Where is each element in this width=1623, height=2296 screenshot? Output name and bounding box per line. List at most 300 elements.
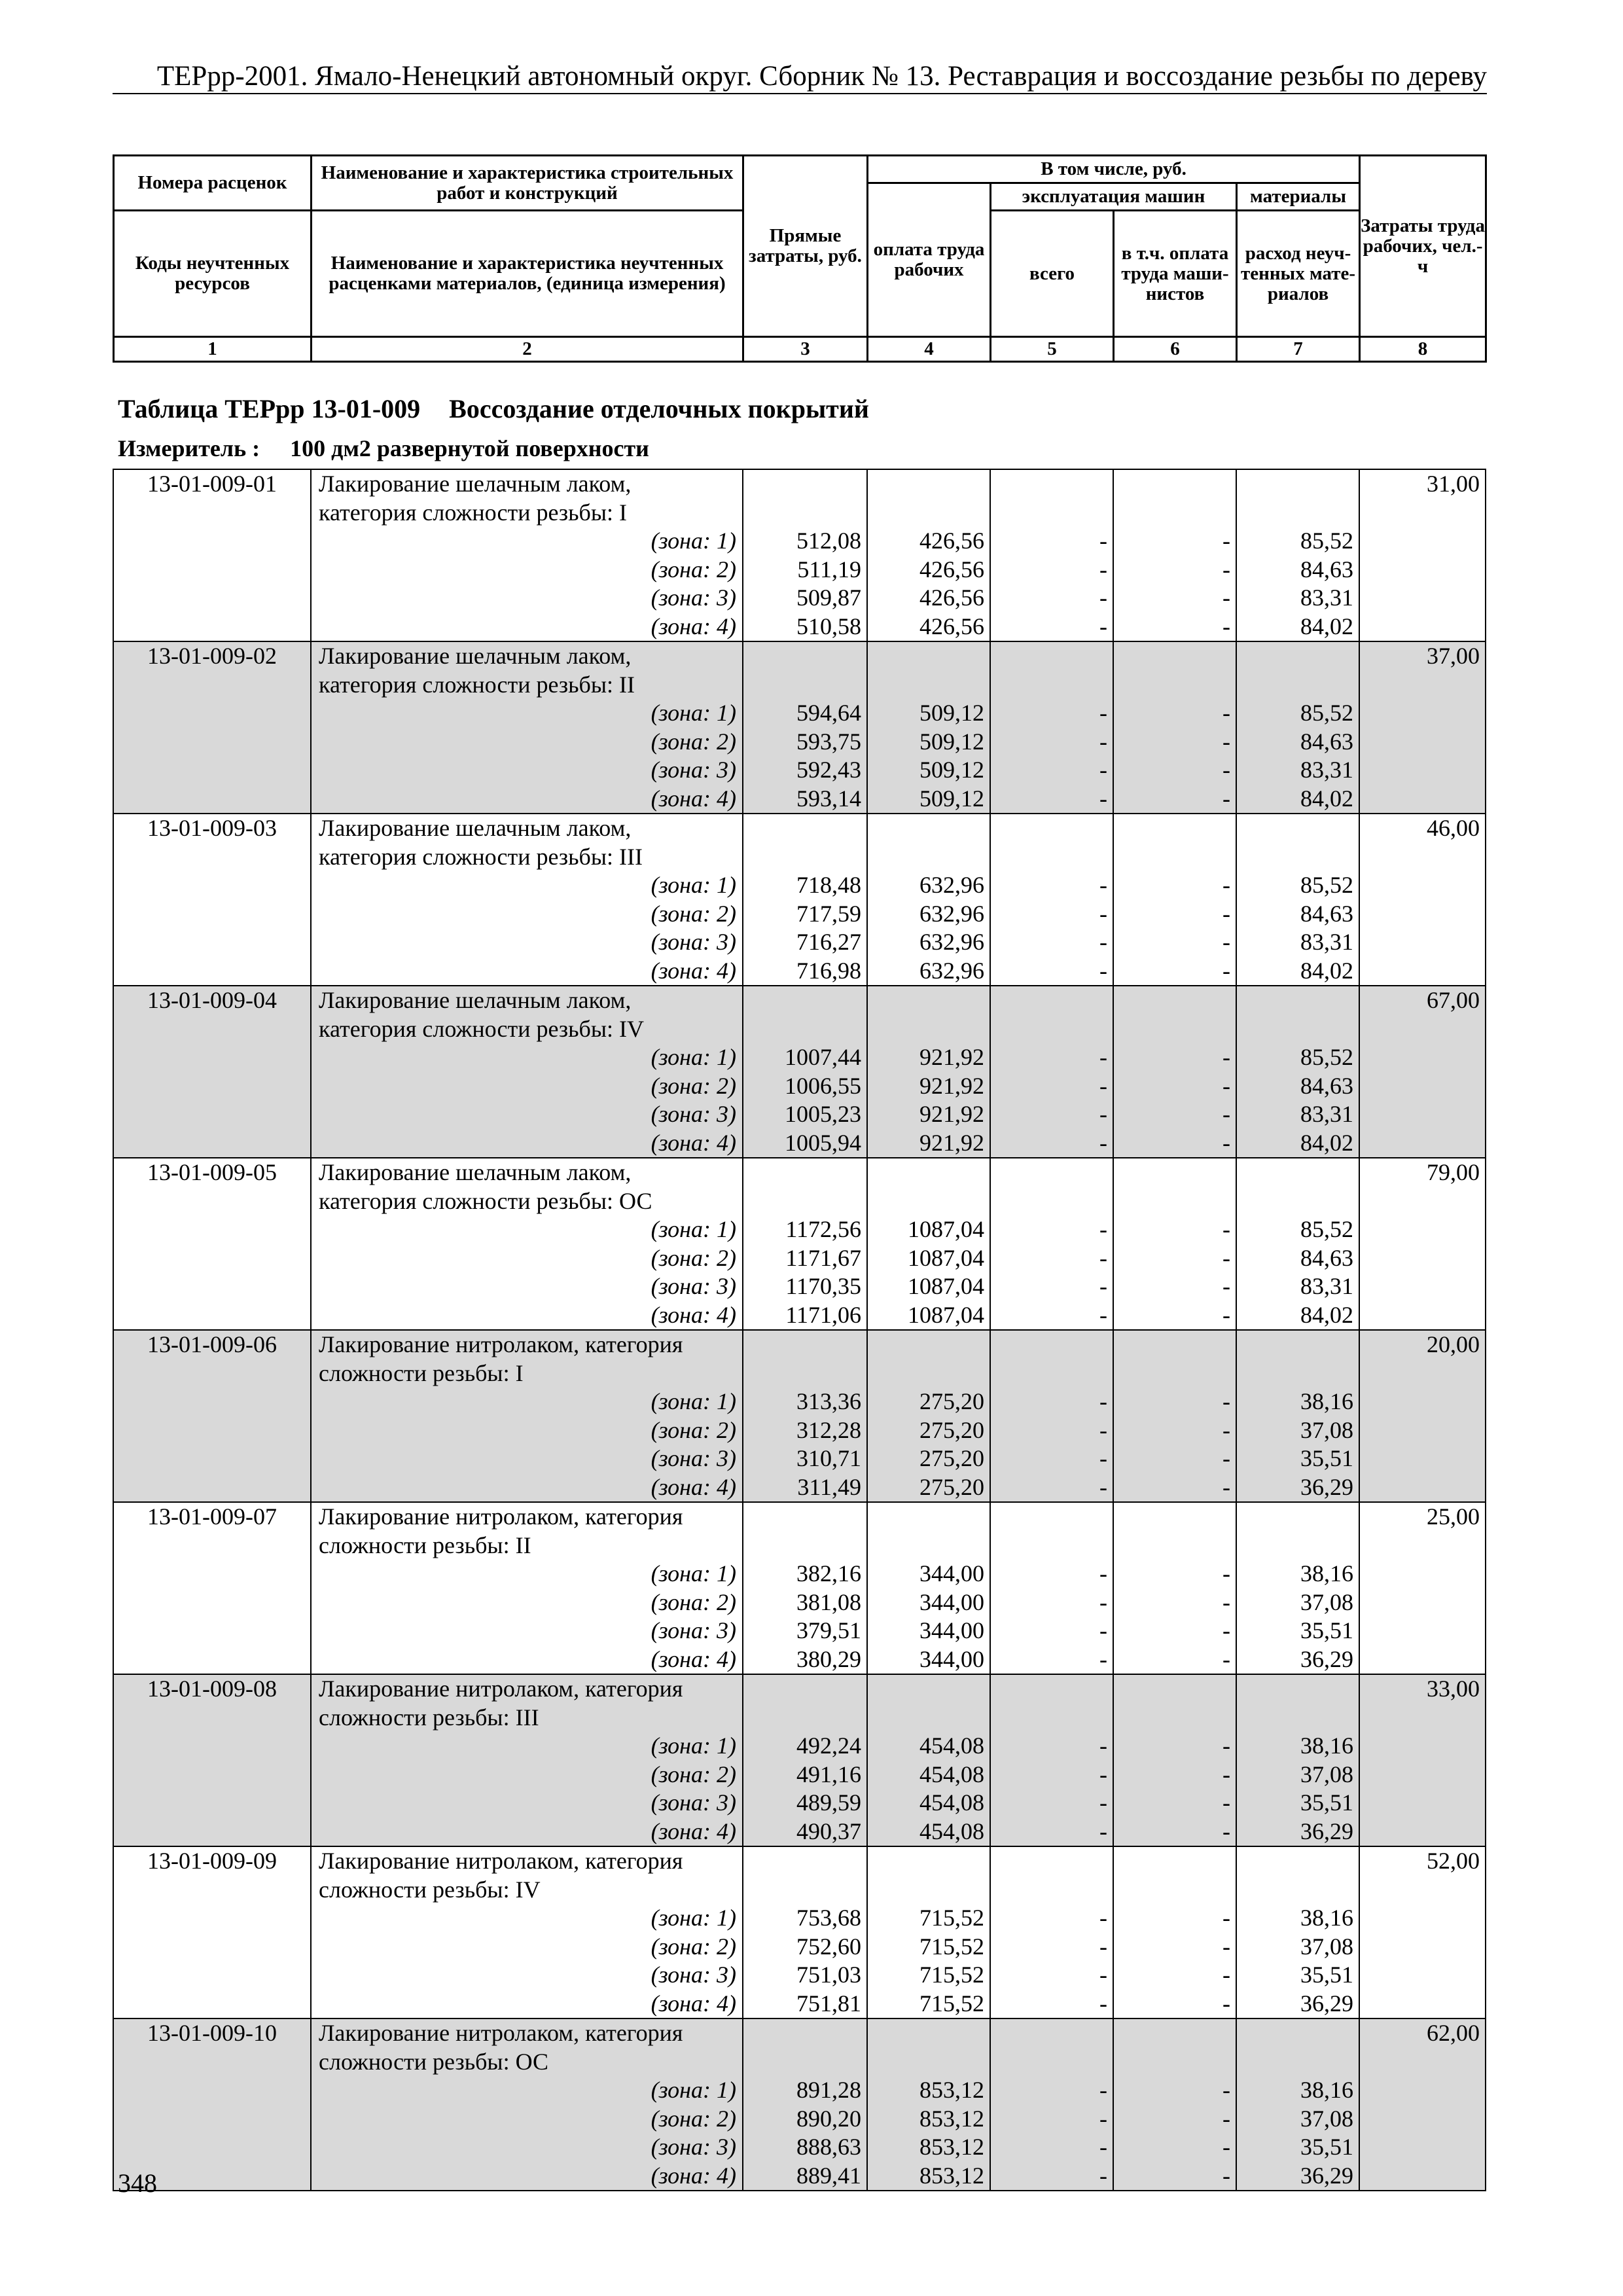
rate-name-line: Лакирование шелачным лаком, [319,643,632,669]
labor-pay: 853,12 [919,2105,984,2132]
machines-total: - [1099,2134,1107,2160]
machines-total: - [1099,1445,1107,1471]
rate-code-cell [113,469,311,641]
machines-total-cell [990,1674,1113,1846]
machines-total: - [1099,1388,1107,1414]
zone-label: (зона: 2) [651,1244,736,1271]
labor-pay: 715,52 [919,1990,984,2017]
direct-cost: 1170,35 [785,1273,861,1299]
blank-line [991,814,1107,843]
blank-line [991,1532,1107,1560]
machinist-pay: - [1222,1617,1230,1643]
materials-cost: 84,63 [1300,728,1353,755]
machines-total-cell [990,986,1113,1158]
direct-cost: 310,71 [796,1445,861,1471]
zone-label: (зона: 2) [651,1761,736,1787]
materials-cost-cell [1236,1158,1359,1330]
rate-code: 13-01-009-03 [147,815,277,841]
blank-line [1114,843,1230,872]
machines-total: - [1099,2105,1107,2132]
machinist-pay: - [1222,1732,1230,1759]
machines-total: - [1099,1990,1107,2017]
blank-line [868,1876,984,1905]
blank-line [991,642,1107,671]
labor-pay: 454,08 [919,1789,984,1816]
machines-total: - [1099,1933,1107,1960]
blank-line [1237,1503,1353,1532]
blank-line [743,814,861,843]
zone-label: (зона: 3) [651,1445,736,1471]
direct-cost-cell [743,1846,867,2018]
machines-total: - [1099,700,1107,726]
zone-label: (зона: 4) [651,1129,736,1156]
blank-line [743,1532,861,1560]
column-header-table [113,154,1487,363]
rate-name-cell [311,1330,743,1502]
machinist-pay: - [1222,1761,1230,1787]
machinist-pay: - [1222,1416,1230,1443]
blank-line [1114,1532,1230,1560]
blank-line [1237,642,1353,671]
labor-pay-cell [867,1330,990,1502]
blank-line [1114,499,1230,528]
column-number: 8 [1360,337,1486,362]
blank-line [743,1704,861,1732]
blank-line [743,1015,861,1044]
materials-cost-cell [1236,469,1359,641]
blank-line [991,1158,1107,1187]
machinist-pay: - [1222,757,1230,783]
blank-line [868,470,984,499]
zone-label: (зона: 1) [651,1905,736,1931]
machines-total-cell [990,641,1113,814]
rate-code: 13-01-009-08 [147,1676,277,1702]
zone-label: (зона: 3) [651,1101,736,1127]
blank-line [743,1331,861,1359]
machinist-pay-cell [1113,814,1236,986]
labor-cost: 31,00 [1427,471,1480,497]
direct-cost: 891,28 [796,2077,861,2103]
machinist-pay: - [1222,1301,1230,1328]
machines-total: - [1099,900,1107,927]
machinist-pay-cell [1113,1674,1236,1846]
machinist-pay: - [1222,1645,1230,1672]
direct-cost: 1171,06 [785,1301,861,1328]
header-codes-top: Номера расценок [114,156,312,211]
materials-cost: 85,52 [1300,872,1353,898]
labor-pay-cell [867,2018,990,2191]
rate-name-line: Лакирование шелачным лаком, [319,815,632,841]
rate-name-line: Лакирование нитролаком, категория [319,2020,683,2046]
blank-line [1237,2048,1353,2077]
zone-label: (зона: 2) [651,728,736,755]
zone-label: (зона: 3) [651,584,736,611]
direct-cost: 379,51 [796,1617,861,1643]
machines-total: - [1099,1072,1107,1099]
zone-label: (зона: 2) [651,1072,736,1099]
materials-cost: 85,52 [1300,528,1353,554]
zone-label: (зона: 1) [651,528,736,554]
zone-label: (зона: 3) [651,1273,736,1299]
rate-name-cell [311,1502,743,1674]
machines-total-cell [990,1502,1113,1674]
blank-line [868,1503,984,1532]
blank-line [743,2048,861,2077]
blank-line [991,671,1107,700]
materials-cost-cell [1236,814,1359,986]
machinist-pay: - [1222,900,1230,927]
direct-cost: 717,59 [796,900,861,927]
blank-line [1237,1158,1353,1187]
blank-line [868,499,984,528]
direct-cost: 512,08 [796,528,861,554]
materials-cost: 84,02 [1300,785,1353,812]
table-label: Таблица ТЕРрр 13-01-009 [118,394,421,423]
blank-line [991,1015,1107,1044]
direct-cost: 592,43 [796,757,861,783]
machines-total: - [1099,757,1107,783]
labor-cost-cell [1359,986,1486,1158]
blank-line [1114,1187,1230,1216]
measure-label: Измеритель : [118,435,260,461]
labor-pay: 426,56 [919,528,984,554]
materials-cost: 83,31 [1300,757,1353,783]
materials-cost: 84,02 [1300,1301,1353,1328]
materials-cost: 38,16 [1300,1560,1353,1587]
blank-line [868,2019,984,2048]
rate-name-line: категория сложности резьбы: IV [319,1015,645,1042]
machinist-pay: - [1222,556,1230,583]
materials-cost: 85,52 [1300,1216,1353,1242]
machines-total: - [1099,1129,1107,1156]
rate-name-line: Лакирование шелачным лаком, [319,471,632,497]
blank-line [868,2048,984,2077]
machinist-pay: - [1222,785,1230,812]
machines-total: - [1099,1301,1107,1328]
blank-line [991,1503,1107,1532]
labor-pay-cell [867,1502,990,1674]
labor-pay: 344,00 [919,1645,984,1672]
zone-label: (зона: 4) [651,1301,736,1328]
rate-name-line: категория сложности резьбы: III [319,843,643,870]
rate-name-cell [311,814,743,986]
machinist-pay: - [1222,1388,1230,1414]
labor-pay: 509,12 [919,728,984,755]
direct-cost: 381,08 [796,1588,861,1615]
direct-cost: 888,63 [796,2134,861,2160]
labor-pay-cell [867,1158,990,1330]
machinist-pay: - [1222,957,1230,984]
rate-name-cell [311,2018,743,2191]
blank-line [868,1015,984,1044]
direct-cost: 753,68 [796,1905,861,1931]
zone-label: (зона: 4) [651,785,736,812]
labor-cost-cell [1359,1330,1486,1502]
machines-total-cell [990,1846,1113,2018]
blank-line [991,470,1107,499]
blank-line [1237,1331,1353,1359]
machinist-pay-cell [1113,469,1236,641]
machinist-pay: - [1222,584,1230,611]
blank-line [743,1158,861,1187]
rate-code-cell [113,1846,311,2018]
machines-total: - [1099,929,1107,955]
machines-total: - [1099,1645,1107,1672]
direct-cost: 1005,23 [785,1101,861,1127]
machines-total: - [1099,2162,1107,2189]
blank-line [1237,814,1353,843]
table-row [113,1674,1486,1846]
table-row [113,1846,1486,2018]
rate-code: 13-01-009-09 [147,1848,277,1874]
machines-total: - [1099,728,1107,755]
zone-label: (зона: 1) [651,1388,736,1414]
blank-line [1114,671,1230,700]
blank-line [743,1359,861,1388]
blank-line [1237,1532,1353,1560]
blank-line [868,1359,984,1388]
machines-total: - [1099,1244,1107,1271]
materials-cost: 36,29 [1300,1645,1353,1672]
direct-cost-cell [743,469,867,641]
blank-line [991,499,1107,528]
labor-cost-cell [1359,814,1486,986]
zone-label: (зона: 4) [651,1645,736,1672]
machinist-pay: - [1222,2105,1230,2132]
materials-cost-cell [1236,1330,1359,1502]
direct-cost: 491,16 [796,1761,861,1787]
machines-total-cell [990,1330,1113,1502]
blank-line [868,1675,984,1704]
rate-code-cell [113,1330,311,1502]
materials-cost: 35,51 [1300,2134,1353,2160]
machines-total: - [1099,1818,1107,1844]
machinist-pay-cell [1113,2018,1236,2191]
labor-cost: 46,00 [1427,815,1480,841]
machinist-pay-cell [1113,1330,1236,1502]
labor-cost: 67,00 [1427,987,1480,1013]
direct-cost-cell [743,2018,867,2191]
rate-name-line: сложности резьбы: II [319,1532,531,1558]
blank-line [868,1532,984,1560]
running-head: ТЕРрр-2001. Ямало-Ненецкий автономный округ. Сборник № 13. Реставрация и воссоздание резьбы по дереву [156,61,1487,92]
blank-line [1114,1158,1230,1187]
blank-line [868,671,984,700]
materials-cost: 84,63 [1300,556,1353,583]
zone-label: (зона: 3) [651,1617,736,1643]
column-number: 1 [114,337,312,362]
machinist-pay: - [1222,1473,1230,1500]
labor-pay: 1087,04 [908,1301,984,1328]
rate-name-line: сложности резьбы: IV [319,1876,541,1903]
zone-label: (зона: 4) [651,613,736,639]
machinist-pay: - [1222,1445,1230,1471]
table-row [113,469,1486,641]
zone-label: (зона: 2) [651,1588,736,1615]
direct-cost: 1007,44 [785,1044,861,1070]
blank-line [868,986,984,1015]
machinist-pay: - [1222,1560,1230,1587]
zone-label: (зона: 2) [651,1933,736,1960]
direct-cost: 312,28 [796,1416,861,1443]
labor-pay-cell [867,1846,990,2018]
zone-label: (зона: 3) [651,2134,736,2160]
direct-cost: 593,75 [796,728,861,755]
column-number: 7 [1237,337,1360,362]
blank-line [1114,1876,1230,1905]
header-name-top: Наименование и характеристика строительных работ и конструкций [312,156,743,211]
materials-cost: 84,63 [1300,900,1353,927]
blank-line [1237,2019,1353,2048]
rates-table-body [113,469,1486,2191]
rate-name-cell [311,1158,743,1330]
labor-pay: 853,12 [919,2162,984,2189]
machines-total: - [1099,2077,1107,2103]
machinist-pay: - [1222,613,1230,639]
materials-cost: 36,29 [1300,1818,1353,1844]
rate-name-cell [311,641,743,814]
machines-total: - [1099,1789,1107,1816]
materials-cost: 37,08 [1300,1416,1353,1443]
rate-name-cell [311,986,743,1158]
labor-pay: 426,56 [919,613,984,639]
materials-cost: 83,31 [1300,584,1353,611]
zone-label: (зона: 2) [651,556,736,583]
machinist-pay: - [1222,1905,1230,1931]
labor-pay: 426,56 [919,584,984,611]
labor-cost-cell [1359,641,1486,814]
materials-cost: 35,51 [1300,1962,1353,1988]
machines-total-cell [990,814,1113,986]
direct-cost: 311,49 [797,1473,861,1500]
machinist-pay: - [1222,1101,1230,1127]
zone-label: (зона: 4) [651,1990,736,2017]
blank-line [743,499,861,528]
table-title [118,393,869,424]
blank-line [1114,1847,1230,1876]
direct-cost: 511,19 [797,556,861,583]
labor-cost-cell [1359,2018,1486,2191]
blank-line [991,843,1107,872]
measure-value: 100 дм2 развернутой поверхности [290,435,649,461]
materials-cost-cell [1236,1502,1359,1674]
direct-cost: 492,24 [796,1732,861,1759]
labor-pay: 454,08 [919,1818,984,1844]
table-row [113,1502,1486,1674]
rate-code-cell [113,814,311,986]
blank-line [743,642,861,671]
direct-cost-cell [743,814,867,986]
rate-code: 13-01-009-06 [147,1331,277,1357]
labor-pay: 632,96 [919,872,984,898]
blank-line [1237,1847,1353,1876]
materials-cost: 84,02 [1300,613,1353,639]
blank-line [743,671,861,700]
labor-pay: 921,92 [919,1072,984,1099]
direct-cost: 509,87 [796,584,861,611]
machines-total: - [1099,1617,1107,1643]
labor-cost-cell [1359,1846,1486,2018]
labor-pay: 632,96 [919,957,984,984]
rate-name-cell [311,1674,743,1846]
materials-cost: 84,02 [1300,957,1353,984]
machines-total: - [1099,1101,1107,1127]
column-number: 4 [868,337,991,362]
machinist-pay: - [1222,2162,1230,2189]
machinist-pay: - [1222,2134,1230,2160]
blank-line [1237,1675,1353,1704]
header-including: В том числе, руб. [868,156,1360,183]
labor-pay: 921,92 [919,1044,984,1070]
zone-label: (зона: 1) [651,1560,736,1587]
materials-cost: 85,52 [1300,700,1353,726]
labor-cost-cell [1359,469,1486,641]
materials-cost: 84,63 [1300,1244,1353,1271]
machines-total: - [1099,556,1107,583]
machines-total: - [1099,1732,1107,1759]
zone-label: (зона: 2) [651,2105,736,2132]
direct-cost: 490,37 [796,1818,861,1844]
blank-line [743,986,861,1015]
rate-name-cell [311,469,743,641]
labor-pay-cell [867,814,990,986]
header-materials: материалы [1237,183,1360,211]
machinist-pay: - [1222,1129,1230,1156]
machines-total: - [1099,1905,1107,1931]
blank-line [991,1704,1107,1732]
zone-label: (зона: 1) [651,1044,736,1070]
blank-line [991,1359,1107,1388]
blank-line [868,1331,984,1359]
blank-line [868,814,984,843]
rate-name-line: Лакирование нитролаком, категория [319,1848,683,1874]
rate-name-line: категория сложности резьбы: ОС [319,1187,652,1214]
labor-pay: 1087,04 [908,1244,984,1271]
machinist-pay: - [1222,1818,1230,1844]
labor-pay: 1087,04 [908,1273,984,1299]
machines-total: - [1099,528,1107,554]
table-row [113,986,1486,1158]
labor-cost: 52,00 [1427,1848,1480,1874]
rate-name-line: сложности резьбы: III [319,1704,539,1731]
rate-name-line: Лакирование нитролаком, категория [319,1503,683,1530]
direct-cost: 752,60 [796,1933,861,1960]
machines-total-cell [990,469,1113,641]
labor-pay: 715,52 [919,1933,984,1960]
zone-label: (зона: 1) [651,1732,736,1759]
materials-cost: 36,29 [1300,2162,1353,2189]
machinist-pay: - [1222,872,1230,898]
labor-pay: 426,56 [919,556,984,583]
header-machines-total: всего [991,211,1114,337]
labor-pay: 632,96 [919,900,984,927]
column-number: 2 [312,337,743,362]
machinist-pay: - [1222,1044,1230,1070]
machinist-pay-cell [1113,641,1236,814]
table-row [113,641,1486,814]
labor-pay: 853,12 [919,2134,984,2160]
direct-cost-cell [743,1674,867,1846]
rate-code: 13-01-009-05 [147,1159,277,1185]
direct-cost: 594,64 [796,700,861,726]
machines-total: - [1099,1416,1107,1443]
zone-label: (зона: 4) [651,2162,736,2189]
materials-cost: 36,29 [1300,1990,1353,2017]
labor-pay: 715,52 [919,1905,984,1931]
blank-line [868,642,984,671]
header-machines: эксплуатация машин [991,183,1237,211]
labor-pay: 509,12 [919,785,984,812]
